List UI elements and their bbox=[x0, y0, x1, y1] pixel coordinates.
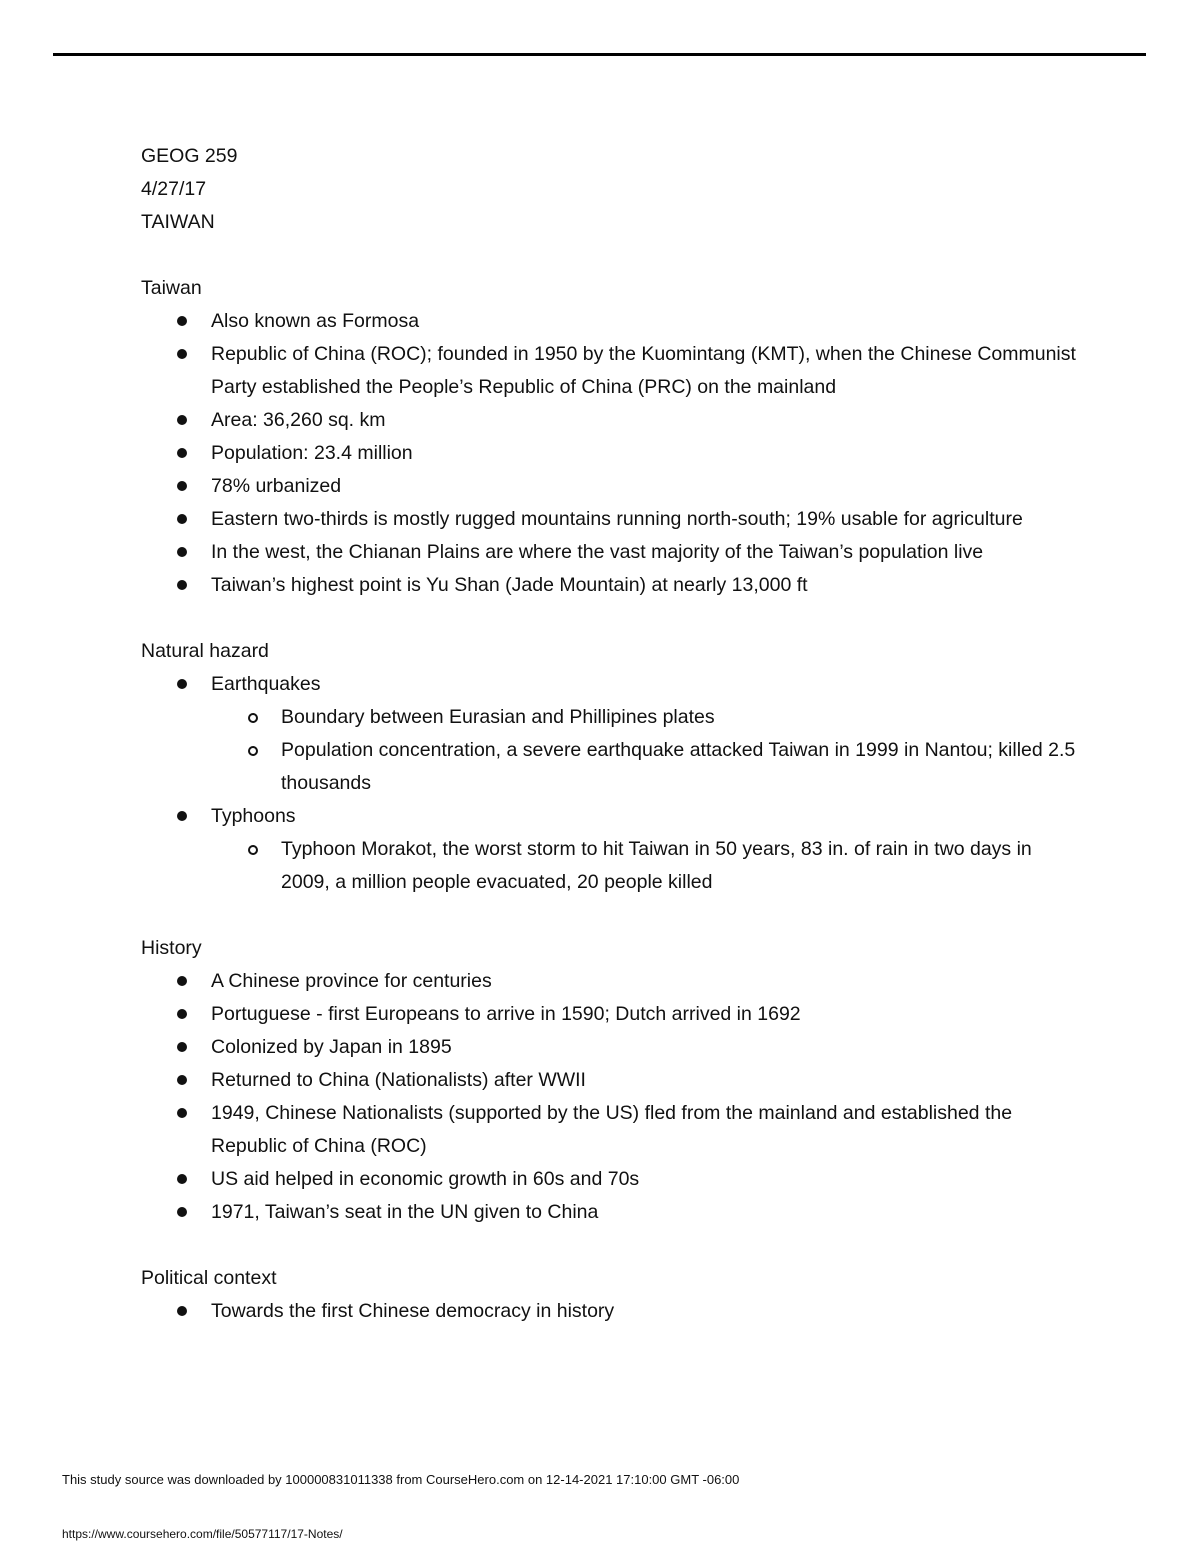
earthquakes-sublist bbox=[211, 701, 1081, 800]
sub-list-item: Typhoon Morakot, the worst storm to hit Taiwan in 50 years, 83 in. of rain in two days in 2009, a million people evacuated, 20 people killed bbox=[211, 833, 1081, 899]
typhoons-label: Typhoons bbox=[211, 805, 296, 827]
section-heading-taiwan: Taiwan bbox=[141, 277, 202, 299]
list-item: Colonized by Japan in 1895 bbox=[141, 1031, 1081, 1064]
history-list bbox=[141, 965, 1081, 1229]
note-topic: TAIWAN bbox=[141, 211, 215, 233]
taiwan-list bbox=[141, 305, 1081, 602]
sub-list-item: Population concentration, a severe earthquake attacked Taiwan in 1999 in Nantou; killed 2.5 thousands bbox=[211, 734, 1081, 800]
course-code: GEOG 259 bbox=[141, 145, 238, 167]
list-item: US aid helped in economic growth in 60s and 70s bbox=[141, 1163, 1081, 1196]
download-source-notice: This study source was downloaded by 100000831011338 from CourseHero.com on 12-14-2021 17:10:00 GMT -06:00 bbox=[62, 1472, 740, 1487]
list-item: Returned to China (Nationalists) after WWII bbox=[141, 1064, 1081, 1097]
list-item-typhoons bbox=[141, 800, 1081, 899]
list-item: Portuguese - first Europeans to arrive in 1590; Dutch arrived in 1692 bbox=[141, 998, 1081, 1031]
section-heading-political: Political context bbox=[141, 1267, 277, 1289]
list-item-earthquakes bbox=[141, 668, 1081, 800]
list-item: 78% urbanized bbox=[141, 470, 1081, 503]
list-item: Towards the first Chinese democracy in history bbox=[141, 1295, 1081, 1328]
source-url: https://www.coursehero.com/file/50577117/17-Notes/ bbox=[62, 1527, 343, 1541]
typhoons-sublist bbox=[211, 833, 1081, 899]
political-list bbox=[141, 1295, 1081, 1328]
list-item: Population: 23.4 million bbox=[141, 437, 1081, 470]
list-item: 1949, Chinese Nationalists (supported by the US) fled from the mainland and established the Republic of China (ROC) bbox=[141, 1097, 1081, 1163]
list-item: Taiwan’s highest point is Yu Shan (Jade Mountain) at nearly 13,000 ft bbox=[141, 569, 1081, 602]
hazard-list bbox=[141, 668, 1081, 899]
list-item: Eastern two-thirds is mostly rugged mountains running north-south; 19% usable for agriculture bbox=[141, 503, 1081, 536]
document-body bbox=[141, 140, 1081, 1328]
list-item: In the west, the Chianan Plains are where the vast majority of the Taiwan’s population live bbox=[141, 536, 1081, 569]
list-item: 1971, Taiwan’s seat in the UN given to China bbox=[141, 1196, 1081, 1229]
list-item: Republic of China (ROC); founded in 1950 by the Kuomintang (KMT), when the Chinese Communist Party established the People’s Republic of China (PRC) on the mainland bbox=[141, 338, 1081, 404]
earthquakes-label: Earthquakes bbox=[211, 673, 321, 695]
top-rule bbox=[53, 53, 1146, 56]
note-date: 4/27/17 bbox=[141, 178, 207, 200]
list-item: A Chinese province for centuries bbox=[141, 965, 1081, 998]
section-heading-hazard: Natural hazard bbox=[141, 640, 269, 662]
sub-list-item: Boundary between Eurasian and Phillipines plates bbox=[211, 701, 1081, 734]
section-heading-history: History bbox=[141, 937, 202, 959]
list-item: Also known as Formosa bbox=[141, 305, 1081, 338]
list-item: Area: 36,260 sq. km bbox=[141, 404, 1081, 437]
